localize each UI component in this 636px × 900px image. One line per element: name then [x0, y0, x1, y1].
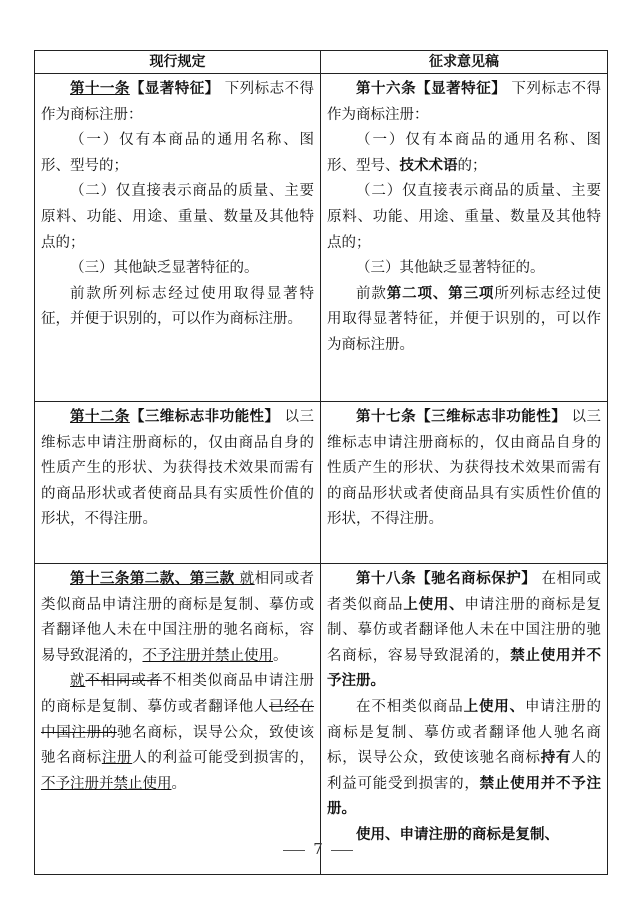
table-row — [35, 74, 608, 402]
cell-draft-article-17: 第十七条【三维标志非功能性】 以三维标志申请注册商标的，仅由商品自身的性质产生的形状、为获得技术效果而需有的商品形状或者使商品具有实质性价值的形状，不得注册。 — [321, 402, 608, 564]
page-number-dash-left — [283, 850, 305, 851]
page-number-dash-right — [331, 850, 353, 851]
page-number: 7 — [0, 840, 636, 858]
header-current-rules: 现行规定 — [35, 51, 321, 74]
cell-current-article-13: 第十三条第二款、第三款 就相同或者类似商品申请注册的商标是复制、摹仿或者翻译他人未在中国注册的驰名商标，容易导致混淆的，不予注册并禁止使用。 就不相同或者不相类似商品申请注册的商标是复制、摹仿或者翻译他人已经在中国注册的驰名商标，误导公众，致使该驰名商标注册人的利益可能受到损害的，不予注册并禁止使用。 — [35, 564, 321, 875]
table-row — [35, 564, 608, 875]
cell-draft-article-16: 第十六条【显著特征】 下列标志不得作为商标注册： （一）仅有本商品的通用名称、图形、型号、技术术语的； （二）仅直接表示商品的质量、主要原料、功能、用途、重量、数量及其他特点的； （三）其他缺乏显著特征的。 前款第二项、第三项所列标志经过使用取得显著特征，并便于识别的，可以作为商标注册。 — [321, 74, 608, 402]
comparison-table — [34, 50, 608, 875]
cell-current-article-11: 第十一条【显著特征】 下列标志不得作为商标注册： （一）仅有本商品的通用名称、图形、型号的； （二）仅直接表示商品的质量、主要原料、功能、用途、重量、数量及其他特点的； （三）其他缺乏显著特征的。 前款所列标志经过使用取得显著特征，并便于识别的，可以作为商标注册。 — [35, 74, 321, 402]
cell-current-article-12: 第十二条【三维标志非功能性】 以三维标志申请注册商标的，仅由商品自身的性质产生的形状、为获得技术效果而需有的商品形状或者使商品具有实质性价值的形状，不得注册。 — [35, 402, 321, 564]
cell-draft-article-18: 第十八条【驰名商标保护】 在相同或者类似商品上使用、申请注册的商标是复制、摹仿或者翻译他人未在中国注册的驰名商标，容易导致混淆的，禁止使用并不予注册。 在不相类似商品上使用、申请注册的商标是复制、摹仿或者翻译他人驰名商标，误导公众，致使该驰名商标持有人的利益可能受到损害的，禁止使用并不予注册。 使用、申请注册的商标是复制、 — [321, 564, 608, 875]
table-row — [35, 402, 608, 564]
header-draft: 征求意见稿 — [321, 51, 608, 74]
